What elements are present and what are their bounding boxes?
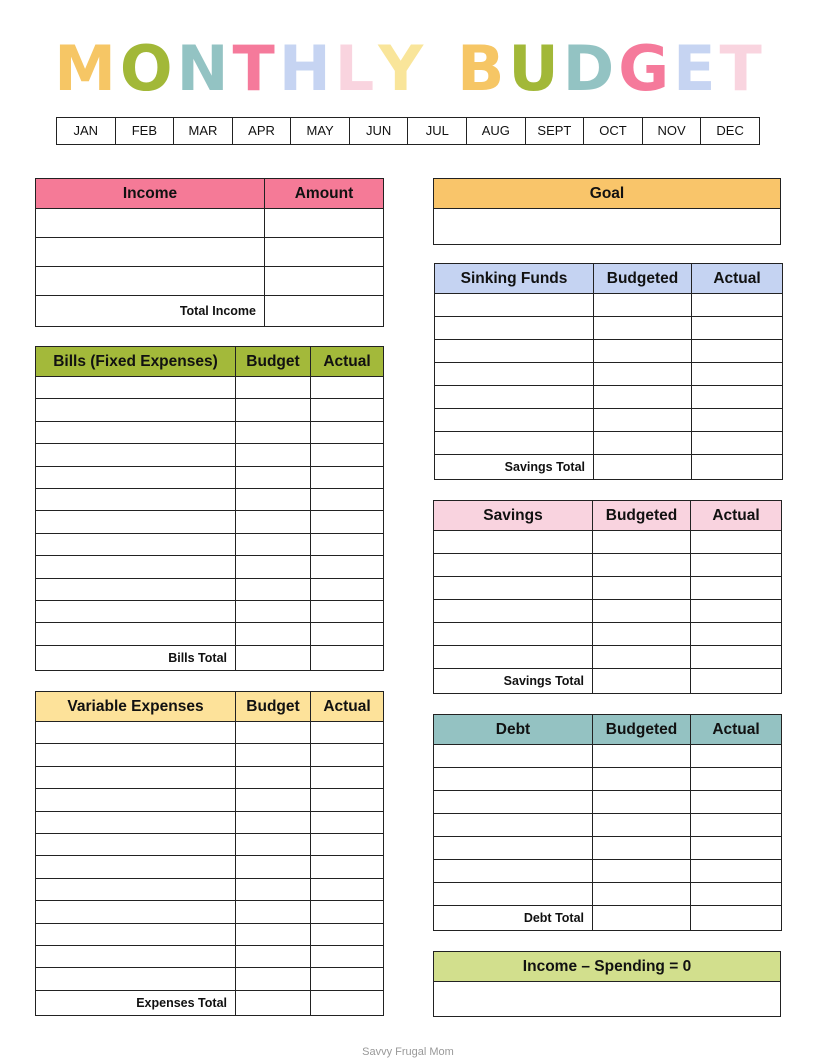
bill-entry-cell[interactable] bbox=[311, 623, 384, 645]
expenses-total-budget-cell[interactable] bbox=[236, 990, 311, 1015]
income-entry-cell[interactable] bbox=[265, 267, 384, 296]
income-amount-header: Amount bbox=[265, 179, 384, 209]
variable-entry-cell[interactable] bbox=[36, 878, 236, 900]
sinking-entry-cell[interactable] bbox=[435, 363, 594, 386]
savings-entry-cell[interactable] bbox=[593, 623, 691, 646]
sinking-entry-cell[interactable] bbox=[435, 409, 594, 432]
variable-entry-cell[interactable] bbox=[36, 968, 236, 990]
sinking-entry-cell[interactable] bbox=[435, 317, 594, 340]
sinking-entry-cell[interactable] bbox=[435, 386, 594, 409]
debt-total-budgeted-cell[interactable] bbox=[593, 906, 691, 931]
bill-entry-row bbox=[36, 466, 384, 488]
bill-entry-cell[interactable] bbox=[311, 600, 384, 622]
bill-entry-cell[interactable] bbox=[36, 399, 236, 421]
variable-entry-row bbox=[36, 878, 384, 900]
variable-entry-cell[interactable] bbox=[236, 744, 311, 766]
title-letter: U bbox=[508, 32, 559, 105]
debt-entry-cell[interactable] bbox=[434, 883, 593, 906]
debt-total-actual-cell[interactable] bbox=[691, 906, 782, 931]
variable-entry-cell[interactable] bbox=[311, 789, 384, 811]
income-entry-cell[interactable] bbox=[265, 238, 384, 267]
sinking-entry-cell[interactable] bbox=[594, 317, 692, 340]
debt-budgeted-header: Budgeted bbox=[593, 715, 691, 745]
variable-entry-cell[interactable] bbox=[36, 811, 236, 833]
savings-table bbox=[433, 500, 782, 694]
variable-entry-cell[interactable] bbox=[311, 833, 384, 855]
total-income-cell[interactable] bbox=[265, 296, 384, 327]
zero-balance-table bbox=[433, 951, 781, 1017]
debt-entry-cell[interactable] bbox=[593, 860, 691, 883]
savings-entry-cell[interactable] bbox=[434, 531, 593, 554]
month-selector bbox=[56, 117, 760, 145]
variable-entry-cell[interactable] bbox=[36, 789, 236, 811]
debt-entry-cell[interactable] bbox=[593, 837, 691, 860]
variable-budget-header: Budget bbox=[236, 692, 311, 722]
footer-brand: Savvy Frugal Mom bbox=[362, 1046, 454, 1058]
variable-entry-row bbox=[36, 833, 384, 855]
sinking-entry-row bbox=[435, 409, 783, 432]
bill-entry-cell[interactable] bbox=[311, 421, 384, 443]
month-aug[interactable]: AUG bbox=[466, 118, 525, 144]
debt-header-row bbox=[434, 715, 782, 745]
month-nov[interactable]: NOV bbox=[642, 118, 701, 144]
sinking-header: Sinking Funds bbox=[435, 264, 594, 294]
bills-total-budget-cell[interactable] bbox=[236, 645, 311, 670]
savings-entry-cell[interactable] bbox=[434, 623, 593, 646]
debt-entry-cell[interactable] bbox=[691, 768, 782, 791]
sinking-total-actual-cell[interactable] bbox=[692, 455, 783, 480]
debt-entry-row bbox=[434, 837, 782, 860]
sinking-entry-cell[interactable] bbox=[435, 340, 594, 363]
variable-entry-cell[interactable] bbox=[36, 923, 236, 945]
sinking-entry-row bbox=[435, 294, 783, 317]
bill-entry-cell[interactable] bbox=[36, 556, 236, 578]
variable-entry-cell[interactable] bbox=[36, 901, 236, 923]
goal-header: Goal bbox=[434, 179, 781, 209]
sinking-funds-table bbox=[434, 263, 783, 480]
variable-total-row bbox=[36, 990, 384, 1015]
savings-total-label: Savings Total bbox=[434, 669, 593, 694]
sinking-entry-cell[interactable] bbox=[594, 340, 692, 363]
bill-entry-row bbox=[36, 623, 384, 645]
savings-header: Savings bbox=[434, 501, 593, 531]
variable-entry-cell[interactable] bbox=[36, 945, 236, 967]
sinking-entry-row bbox=[435, 340, 783, 363]
bill-entry-row bbox=[36, 444, 384, 466]
variable-entry-cell[interactable] bbox=[36, 766, 236, 788]
goal-header-row bbox=[434, 179, 781, 209]
title-letter: M bbox=[54, 32, 116, 105]
bill-entry-row bbox=[36, 600, 384, 622]
sinking-entry-row bbox=[435, 386, 783, 409]
bills-header: Bills (Fixed Expenses) bbox=[36, 347, 236, 377]
savings-entry-cell[interactable] bbox=[593, 554, 691, 577]
expenses-total-label: Expenses Total bbox=[36, 990, 236, 1015]
title-letter: T bbox=[719, 32, 762, 105]
title-letter: N bbox=[176, 32, 229, 105]
bill-entry-cell[interactable] bbox=[311, 399, 384, 421]
variable-entry-row bbox=[36, 968, 384, 990]
title-letter: T bbox=[232, 32, 275, 105]
debt-entry-cell[interactable] bbox=[434, 768, 593, 791]
total-income-label: Total Income bbox=[36, 296, 265, 327]
sinking-total-row bbox=[435, 455, 783, 480]
savings-total-actual-cell[interactable] bbox=[691, 669, 782, 694]
zero-header-row bbox=[434, 952, 781, 982]
debt-entry-cell[interactable] bbox=[593, 814, 691, 837]
variable-entry-cell[interactable] bbox=[236, 722, 311, 744]
bills-total-label: Bills Total bbox=[36, 645, 236, 670]
bills-total-row bbox=[36, 645, 384, 670]
variable-entry-cell[interactable] bbox=[36, 833, 236, 855]
savings-entry-cell[interactable] bbox=[593, 600, 691, 623]
sinking-entry-cell[interactable] bbox=[692, 317, 783, 340]
variable-entry-cell[interactable] bbox=[36, 722, 236, 744]
debt-entry-cell[interactable] bbox=[434, 791, 593, 814]
income-table bbox=[35, 178, 384, 327]
debt-entry-cell[interactable] bbox=[434, 860, 593, 883]
savings-actual-header: Actual bbox=[691, 501, 782, 531]
title-letter: E bbox=[673, 32, 716, 105]
sinking-entry-cell[interactable] bbox=[594, 386, 692, 409]
variable-entry-cell[interactable] bbox=[236, 901, 311, 923]
savings-entry-cell[interactable] bbox=[691, 531, 782, 554]
bill-entry-cell[interactable] bbox=[236, 556, 311, 578]
bills-total-actual-cell[interactable] bbox=[311, 645, 384, 670]
income-entry-cell[interactable] bbox=[36, 267, 265, 296]
savings-entry-cell[interactable] bbox=[434, 577, 593, 600]
debt-entry-cell[interactable] bbox=[593, 791, 691, 814]
variable-entry-cell[interactable] bbox=[311, 923, 384, 945]
savings-entry-row bbox=[434, 577, 782, 600]
variable-header-row bbox=[36, 692, 384, 722]
bill-entry-row bbox=[36, 578, 384, 600]
savings-entry-row bbox=[434, 600, 782, 623]
debt-header: Debt bbox=[434, 715, 593, 745]
bill-entry-cell[interactable] bbox=[311, 556, 384, 578]
income-total-row bbox=[36, 296, 384, 327]
variable-entry-cell[interactable] bbox=[236, 945, 311, 967]
title-letter: O bbox=[119, 32, 173, 105]
month-apr[interactable]: APR bbox=[232, 118, 291, 144]
bill-entry-cell[interactable] bbox=[236, 421, 311, 443]
variable-entry-cell[interactable] bbox=[311, 856, 384, 878]
sinking-entry-cell[interactable] bbox=[692, 294, 783, 317]
sinking-entry-cell[interactable] bbox=[692, 363, 783, 386]
variable-entry-row bbox=[36, 901, 384, 923]
sinking-entry-row bbox=[435, 432, 783, 455]
variable-entry-row bbox=[36, 744, 384, 766]
sinking-total-budgeted-cell[interactable] bbox=[594, 455, 692, 480]
bill-entry-row bbox=[36, 377, 384, 399]
sinking-entry-cell[interactable] bbox=[692, 432, 783, 455]
bill-entry-cell[interactable] bbox=[236, 377, 311, 399]
variable-entry-cell[interactable] bbox=[311, 722, 384, 744]
income-header-row bbox=[36, 179, 384, 209]
bill-entry-cell[interactable] bbox=[236, 444, 311, 466]
sinking-entry-cell[interactable] bbox=[692, 409, 783, 432]
variable-entry-row bbox=[36, 856, 384, 878]
bill-entry-cell[interactable] bbox=[311, 466, 384, 488]
debt-entry-row bbox=[434, 883, 782, 906]
variable-entry-cell[interactable] bbox=[36, 744, 236, 766]
bill-entry-cell[interactable] bbox=[311, 488, 384, 510]
variable-entry-cell[interactable] bbox=[311, 901, 384, 923]
month-jun[interactable]: JUN bbox=[349, 118, 408, 144]
bill-entry-cell[interactable] bbox=[311, 377, 384, 399]
variable-entry-cell[interactable] bbox=[236, 789, 311, 811]
bill-entry-cell[interactable] bbox=[236, 533, 311, 555]
bill-entry-row bbox=[36, 421, 384, 443]
bills-header-row bbox=[36, 347, 384, 377]
variable-entry-row bbox=[36, 945, 384, 967]
variable-entry-cell[interactable] bbox=[236, 968, 311, 990]
variable-entry-cell[interactable] bbox=[236, 923, 311, 945]
variable-entry-cell[interactable] bbox=[236, 878, 311, 900]
income-entry-cell[interactable] bbox=[265, 209, 384, 238]
bill-entry-row bbox=[36, 533, 384, 555]
savings-entry-row bbox=[434, 531, 782, 554]
zero-balance-header: Income – Spending = 0 bbox=[434, 952, 781, 982]
variable-entry-row bbox=[36, 923, 384, 945]
month-dec[interactable]: DEC bbox=[700, 118, 759, 144]
sinking-entry-cell[interactable] bbox=[692, 340, 783, 363]
goal-table bbox=[433, 178, 781, 245]
income-entry-row bbox=[36, 209, 384, 238]
month-oct[interactable]: OCT bbox=[583, 118, 642, 144]
income-entry-cell[interactable] bbox=[36, 238, 265, 267]
sinking-header-row bbox=[435, 264, 783, 294]
month-sept[interactable]: SEPT bbox=[525, 118, 584, 144]
page-title bbox=[0, 34, 816, 104]
savings-entry-cell[interactable] bbox=[691, 554, 782, 577]
debt-entry-cell[interactable] bbox=[593, 745, 691, 768]
sinking-entry-cell[interactable] bbox=[594, 294, 692, 317]
savings-entry-cell[interactable] bbox=[593, 577, 691, 600]
debt-entry-cell[interactable] bbox=[691, 814, 782, 837]
income-entry-row bbox=[36, 267, 384, 296]
income-entry-cell[interactable] bbox=[36, 209, 265, 238]
bill-entry-cell[interactable] bbox=[36, 623, 236, 645]
sinking-entry-cell[interactable] bbox=[594, 409, 692, 432]
savings-total-row bbox=[434, 669, 782, 694]
bill-entry-cell[interactable] bbox=[236, 488, 311, 510]
sinking-entry-cell[interactable] bbox=[435, 294, 594, 317]
sinking-entry-cell[interactable] bbox=[594, 432, 692, 455]
bill-entry-cell[interactable] bbox=[36, 421, 236, 443]
debt-entry-cell[interactable] bbox=[691, 860, 782, 883]
month-feb[interactable]: FEB bbox=[115, 118, 174, 144]
variable-entry-cell[interactable] bbox=[311, 744, 384, 766]
variable-expenses-table bbox=[35, 691, 384, 1016]
zero-balance-cell[interactable] bbox=[434, 982, 781, 1017]
title-letter: D bbox=[562, 32, 615, 105]
expenses-total-actual-cell[interactable] bbox=[311, 990, 384, 1015]
bill-entry-row bbox=[36, 488, 384, 510]
bill-entry-cell[interactable] bbox=[36, 533, 236, 555]
title-letter: G bbox=[618, 32, 670, 105]
debt-entry-cell[interactable] bbox=[593, 883, 691, 906]
income-header: Income bbox=[36, 179, 265, 209]
debt-entry-cell[interactable] bbox=[434, 814, 593, 837]
bill-entry-row bbox=[36, 556, 384, 578]
debt-entry-cell[interactable] bbox=[434, 837, 593, 860]
debt-total-label: Debt Total bbox=[434, 906, 593, 931]
savings-total-budgeted-cell[interactable] bbox=[593, 669, 691, 694]
debt-entry-cell[interactable] bbox=[434, 745, 593, 768]
variable-entry-row bbox=[36, 722, 384, 744]
bill-entry-cell[interactable] bbox=[36, 466, 236, 488]
bill-entry-cell[interactable] bbox=[36, 578, 236, 600]
zero-row bbox=[434, 982, 781, 1017]
bill-entry-cell[interactable] bbox=[311, 511, 384, 533]
bill-entry-row bbox=[36, 399, 384, 421]
title-letter: H bbox=[278, 32, 331, 105]
bill-entry-cell[interactable] bbox=[236, 578, 311, 600]
savings-entry-cell[interactable] bbox=[691, 646, 782, 669]
savings-entry-cell[interactable] bbox=[434, 554, 593, 577]
variable-header: Variable Expenses bbox=[36, 692, 236, 722]
bill-entry-cell[interactable] bbox=[311, 578, 384, 600]
variable-entry-cell[interactable] bbox=[311, 968, 384, 990]
bills-table bbox=[35, 346, 384, 671]
bill-entry-cell[interactable] bbox=[311, 533, 384, 555]
debt-entry-cell[interactable] bbox=[691, 791, 782, 814]
bill-entry-cell[interactable] bbox=[36, 377, 236, 399]
month-mar[interactable]: MAR bbox=[173, 118, 232, 144]
sinking-actual-header: Actual bbox=[692, 264, 783, 294]
variable-entry-row bbox=[36, 789, 384, 811]
bill-entry-cell[interactable] bbox=[236, 600, 311, 622]
variable-entry-cell[interactable] bbox=[36, 856, 236, 878]
debt-entry-row bbox=[434, 745, 782, 768]
income-entry-row bbox=[36, 238, 384, 267]
bill-entry-row bbox=[36, 511, 384, 533]
bill-entry-cell[interactable] bbox=[36, 444, 236, 466]
debt-actual-header: Actual bbox=[691, 715, 782, 745]
debt-entry-cell[interactable] bbox=[691, 745, 782, 768]
savings-entry-cell[interactable] bbox=[593, 646, 691, 669]
debt-entry-row bbox=[434, 814, 782, 837]
variable-actual-header: Actual bbox=[311, 692, 384, 722]
savings-entry-cell[interactable] bbox=[593, 531, 691, 554]
savings-header-row bbox=[434, 501, 782, 531]
title-letter: L bbox=[334, 32, 375, 105]
goal-row bbox=[434, 209, 781, 245]
bill-entry-cell[interactable] bbox=[236, 466, 311, 488]
savings-entry-cell[interactable] bbox=[691, 623, 782, 646]
sinking-entry-row bbox=[435, 363, 783, 386]
goal-cell[interactable] bbox=[434, 209, 781, 245]
savings-entry-row bbox=[434, 554, 782, 577]
bills-budget-header: Budget bbox=[236, 347, 311, 377]
bill-entry-cell[interactable] bbox=[236, 399, 311, 421]
savings-entry-row bbox=[434, 623, 782, 646]
sinking-entry-cell[interactable] bbox=[692, 386, 783, 409]
bill-entry-cell[interactable] bbox=[236, 623, 311, 645]
variable-entry-cell[interactable] bbox=[236, 766, 311, 788]
bill-entry-cell[interactable] bbox=[36, 488, 236, 510]
savings-entry-row bbox=[434, 646, 782, 669]
variable-entry-cell[interactable] bbox=[236, 833, 311, 855]
title-letter: Y bbox=[378, 32, 424, 105]
sinking-total-label: Savings Total bbox=[435, 455, 594, 480]
debt-entry-row bbox=[434, 768, 782, 791]
debt-entry-cell[interactable] bbox=[691, 883, 782, 906]
savings-entry-cell[interactable] bbox=[691, 577, 782, 600]
debt-entry-cell[interactable] bbox=[593, 768, 691, 791]
variable-entry-row bbox=[36, 811, 384, 833]
variable-entry-cell[interactable] bbox=[311, 945, 384, 967]
variable-entry-cell[interactable] bbox=[236, 856, 311, 878]
savings-entry-cell[interactable] bbox=[691, 600, 782, 623]
bill-entry-cell[interactable] bbox=[36, 600, 236, 622]
sinking-entry-cell[interactable] bbox=[435, 432, 594, 455]
sinking-entry-row bbox=[435, 317, 783, 340]
variable-entry-cell[interactable] bbox=[311, 878, 384, 900]
variable-entry-row bbox=[36, 766, 384, 788]
title-letter: B bbox=[457, 32, 505, 105]
month-may[interactable]: MAY bbox=[290, 118, 349, 144]
variable-entry-cell[interactable] bbox=[311, 811, 384, 833]
month-jan[interactable]: JAN bbox=[73, 123, 99, 138]
debt-table bbox=[433, 714, 782, 931]
bills-actual-header: Actual bbox=[311, 347, 384, 377]
debt-total-row bbox=[434, 906, 782, 931]
debt-entry-row bbox=[434, 791, 782, 814]
month-jul[interactable]: JUL bbox=[407, 118, 466, 144]
sinking-budgeted-header: Budgeted bbox=[594, 264, 692, 294]
bill-entry-cell[interactable] bbox=[236, 511, 311, 533]
savings-entry-cell[interactable] bbox=[434, 600, 593, 623]
sinking-entry-cell[interactable] bbox=[594, 363, 692, 386]
debt-entry-cell[interactable] bbox=[691, 837, 782, 860]
variable-entry-cell[interactable] bbox=[236, 811, 311, 833]
savings-entry-cell[interactable] bbox=[434, 646, 593, 669]
bill-entry-cell[interactable] bbox=[36, 511, 236, 533]
variable-entry-cell[interactable] bbox=[311, 766, 384, 788]
savings-budgeted-header: Budgeted bbox=[593, 501, 691, 531]
debt-entry-row bbox=[434, 860, 782, 883]
bill-entry-cell[interactable] bbox=[311, 444, 384, 466]
